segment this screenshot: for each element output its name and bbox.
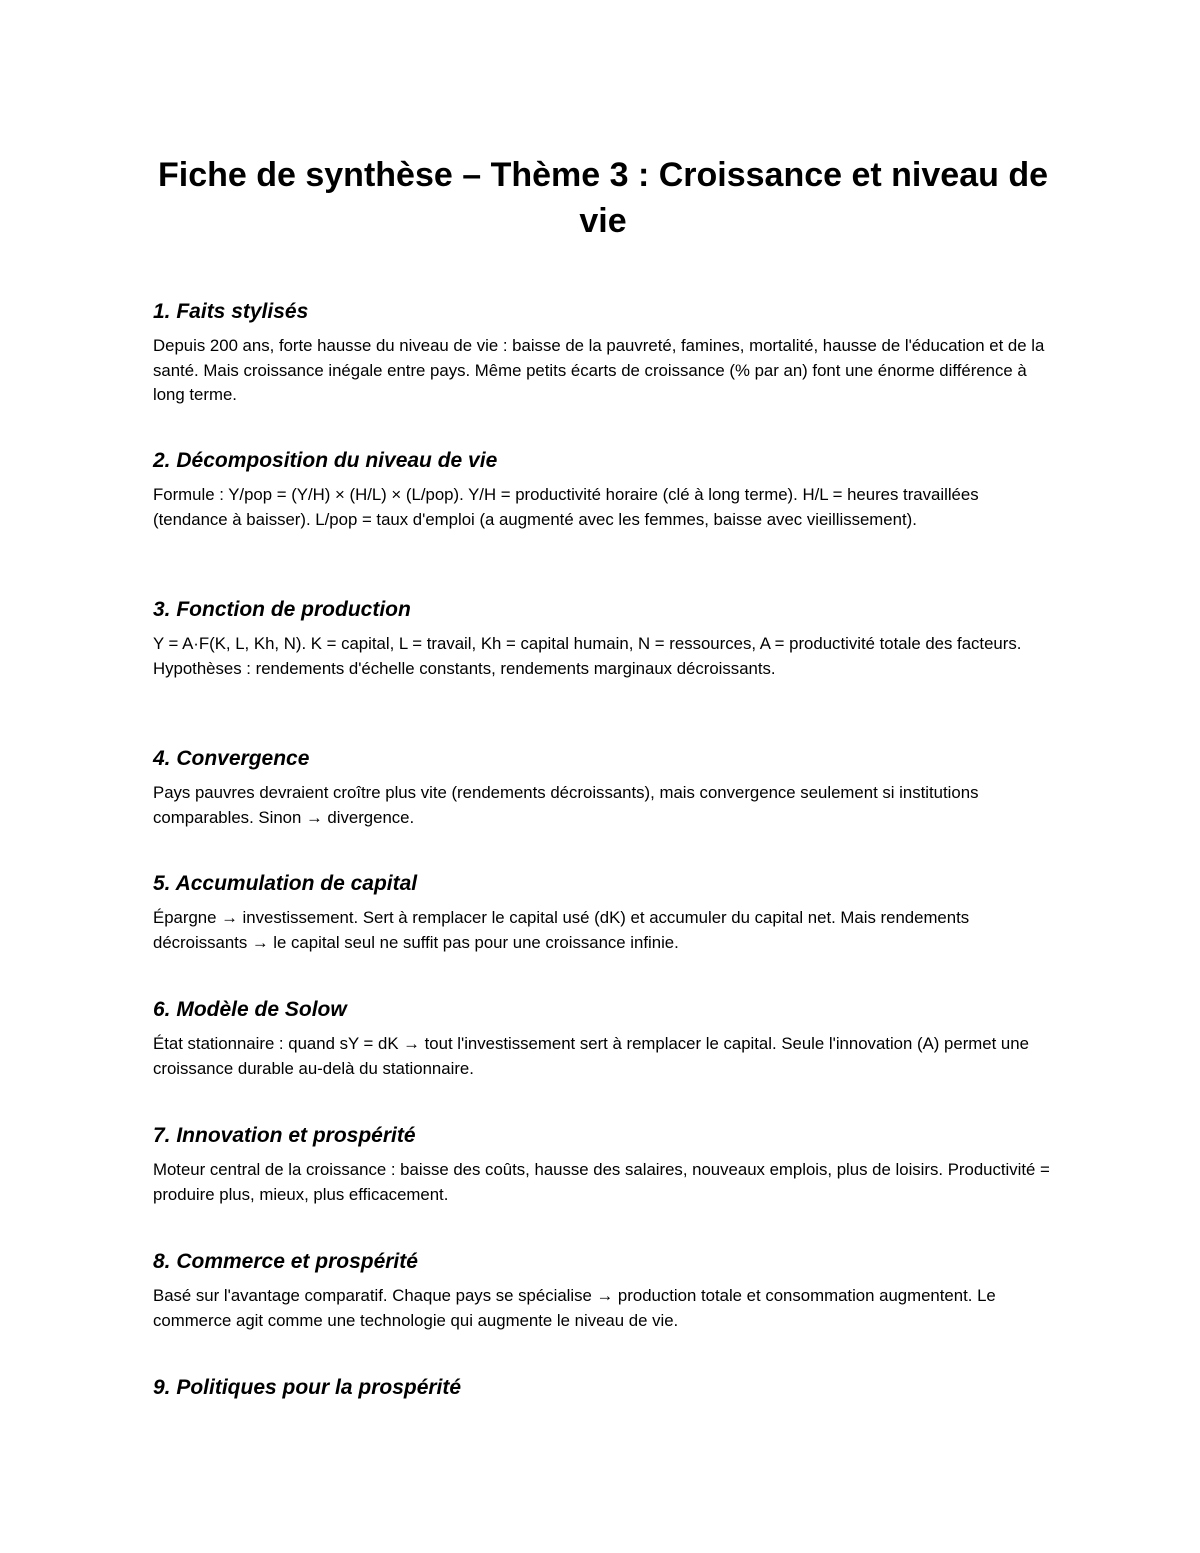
section-body: Y = A·F(K, L, Kh, N). K = capital, L = travail, Kh = capital humain, N = ressources, A = productivité totale des facteurs. Hypothèses : rendements d'échelle constants, rendements marginaux décroissants. [153, 634, 1022, 678]
section-accumulation-capital [153, 870, 1053, 955]
section-heading: 7. Innovation et prospérité [153, 1124, 416, 1147]
document-title: Fiche de synthèse – Thème 3 : Croissance et niveau de vie [157, 156, 1048, 240]
section-convergence [153, 745, 1053, 830]
section-heading: 2. Décomposition du niveau de vie [153, 449, 498, 472]
section-body: Basé sur l'avantage comparatif. Chaque pays se spécialise → production totale et consommation augmentent. Le commerce agit comme une technologie qui augmente le niveau de vie. [153, 1286, 996, 1330]
section-decomposition [153, 447, 1053, 532]
section-heading: 6. Modèle de Solow [153, 998, 347, 1021]
section-body: Formule : Y/pop = (Y/H) × (H/L) × (L/pop). Y/H = productivité horaire (clé à long terme). H/L = heures travaillées (tendance à baisser). L/pop = taux d'emploi (a augmenté avec les femmes, baisse avec vieillissement). [153, 485, 979, 529]
section-heading: 1. Faits stylisés [153, 300, 309, 323]
section-heading: 8. Commerce et prospérité [153, 1250, 418, 1273]
section-heading: 4. Convergence [153, 747, 310, 770]
section-body: Moteur central de la croissance : baisse des coûts, hausse des salaires, nouveaux emplois, plus de loisirs. Productivité = produire plus, mieux, plus efficacement. [153, 1160, 1050, 1204]
section-heading: 9. Politiques pour la prospérité [153, 1376, 462, 1399]
section-heading: 5. Accumulation de capital [153, 872, 418, 895]
section-body: Pays pauvres devraient croître plus vite (rendements décroissants), mais convergence seulement si institutions comparables. Sinon → divergence. [153, 783, 979, 827]
section-body: Épargne → investissement. Sert à remplacer le capital usé (dK) et accumuler du capital net. Mais rendements décroissants → le capital seul ne suffit pas pour une croissance infinie. [153, 908, 970, 952]
section-body: État stationnaire : quand sY = dK → tout l'investissement sert à remplacer le capital. Seule l'innovation (A) permet une croissance durable au-delà du stationnaire. [153, 1034, 1029, 1078]
section-politiques-prosperite [153, 1374, 1053, 1402]
section-fonction-production [153, 596, 1053, 681]
section-body: Depuis 200 ans, forte hausse du niveau de vie : baisse de la pauvreté, famines, mortalité, hausse de l'éducation et de la santé. Mais croissance inégale entre pays. Même petits écarts de croissance (% par an) font une énorme différence à long terme. [153, 336, 1045, 404]
section-faits-stylises [153, 298, 1053, 408]
section-heading: 3. Fonction de production [153, 598, 411, 621]
section-modele-solow [153, 996, 1053, 1081]
section-commerce-prosperite [153, 1248, 1053, 1333]
section-innovation-prosperite [153, 1122, 1053, 1207]
